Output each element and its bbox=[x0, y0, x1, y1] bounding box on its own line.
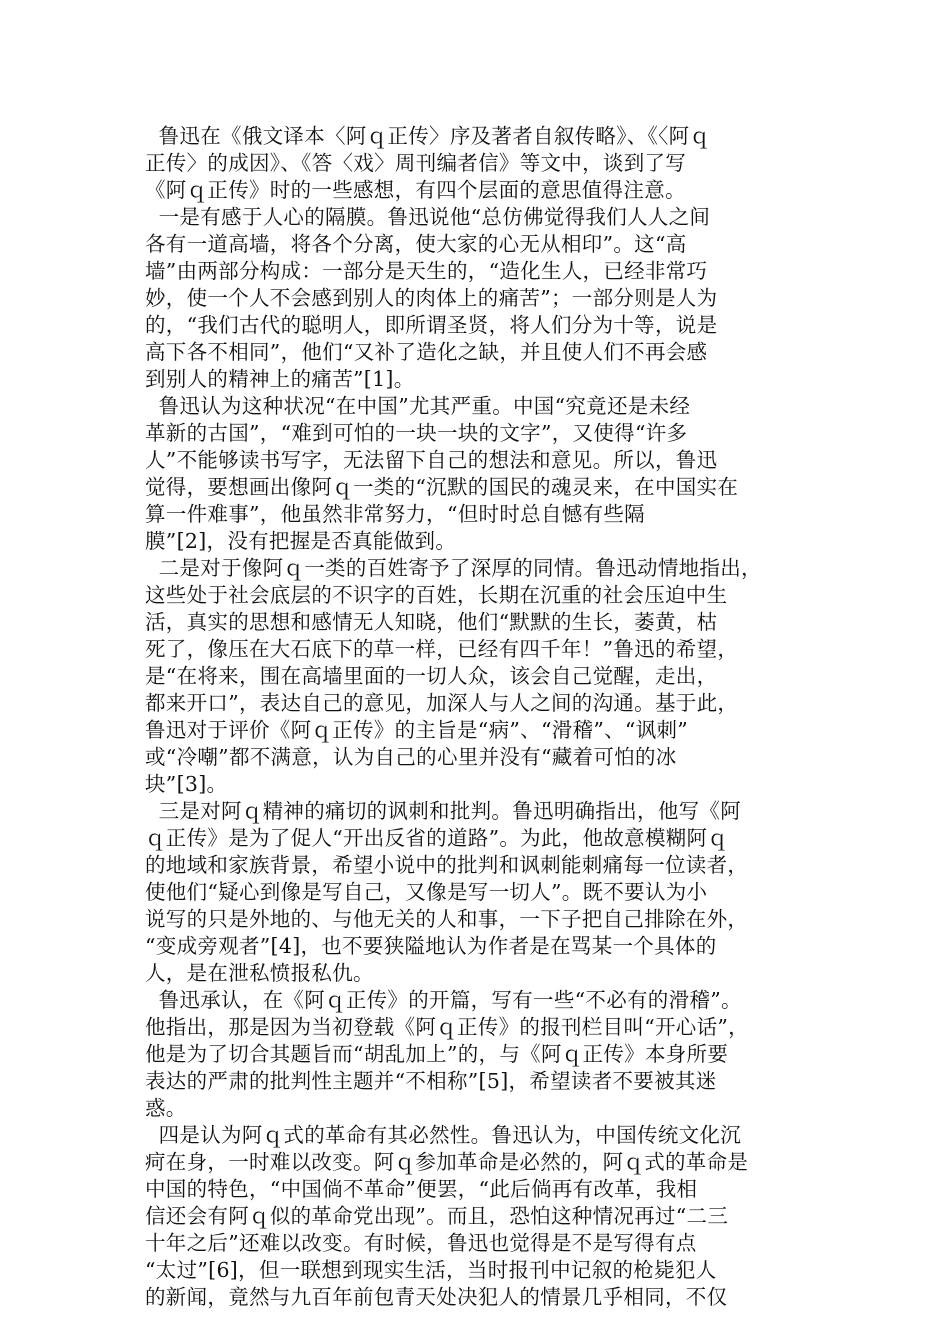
text-line: 一是有感于人心的隔膜。鲁迅说他“总仿佛觉得我们人人之间 bbox=[145, 205, 711, 229]
text-line: 鲁迅认为这种状况“在中国”尤其严重。中国“究竟还是未经 bbox=[145, 394, 691, 418]
text-line: 妙，使一个人不会感到别人的肉体上的痛苦”；一部分则是人为 bbox=[145, 286, 718, 310]
text-line: “变成旁观者”[4]，也不要狭隘地认为作者是在骂某一个具体的 bbox=[145, 934, 717, 958]
text-line: 的地域和家族背景，希望小说中的批判和讽刺能刺痛每一位读者， bbox=[145, 853, 749, 877]
text-line: 算一件难事”，他虽然非常努力，“但时时总自憾有些隔 bbox=[145, 502, 645, 526]
text-line: 人，是在泄私愤报私仇。 bbox=[145, 961, 374, 985]
text-line: 表达的严肃的批判性主题并“不相称”[5]，希望读者不要被其迷 bbox=[145, 1069, 717, 1093]
text-line: 三是对阿ｑ精神的痛切的讽刺和批判。鲁迅明确指出，他写《阿 bbox=[145, 799, 742, 823]
text-line: 块”[3]。 bbox=[145, 772, 228, 796]
text-line: 十年之后”还难以改变。有时候，鲁迅也觉得是不是写得有点 bbox=[145, 1231, 697, 1255]
text-line: “太过”[6]，但一联想到现实生活，当时报刊中记叙的枪毙犯人 bbox=[145, 1258, 717, 1282]
text-line: ｑ正传》是为了促人“开出反省的道路”。为此，他故意模糊阿ｑ bbox=[145, 826, 729, 850]
article-body bbox=[145, 123, 815, 1311]
text-line: 四是认为阿ｑ式的革命有其必然性。鲁迅认为，中国传统文化沉 bbox=[145, 1123, 742, 1147]
text-line: 到别人的精神上的痛苦”[1]。 bbox=[145, 367, 415, 391]
text-line: 觉得，要想画出像阿ｑ一类的“沉默的国民的魂灵来，在中国实在 bbox=[145, 475, 739, 499]
text-line: 二是对于像阿ｑ一类的百姓寄予了深厚的同情。鲁迅动情地指出， bbox=[145, 556, 762, 580]
text-line: 中国的特色，“中国倘不革命”便罢，“此后倘再有改革，我相 bbox=[145, 1177, 698, 1201]
text-line: 鲁迅承认，在《阿ｑ正传》的开篇，写有一些“不必有的滑稽”。 bbox=[145, 988, 742, 1012]
text-line: 人”不能够读书写字，无法留下自己的想法和意见。所以，鲁迅 bbox=[145, 448, 718, 472]
text-line: 疴在身，一时难以改变。阿ｑ参加革命是必然的，阿ｑ式的革命是 bbox=[145, 1150, 749, 1174]
text-line: 使他们“疑心到像是写自己，又像是写一切人”。既不要认为小 bbox=[145, 880, 708, 904]
text-line: 鲁迅在《俄文译本〈阿ｑ正传〉序及著者自叙传略》、《〈阿ｑ bbox=[145, 124, 711, 148]
text-line: 《阿ｑ正传》时的一些感想，有四个层面的意思值得注意。 bbox=[145, 178, 686, 202]
text-line: 他指出，那是因为当初登载《阿ｑ正传》的报刊栏目叫“开心话”， bbox=[145, 1015, 749, 1039]
text-line: 都来开口”，表达自己的意见，加深人与人之间的沟通。基于此， bbox=[145, 691, 739, 715]
text-line: 各有一道高墙，将各个分离，使大家的心无从相印”。这“高 bbox=[145, 232, 687, 256]
text-line: 这些处于社会底层的不识字的百姓，长期在沉重的社会压迫中生 bbox=[145, 583, 728, 607]
text-line: 他是为了切合其题旨而“胡乱加上”的，与《阿ｑ正传》本身所要 bbox=[145, 1042, 729, 1066]
text-line: 惑。 bbox=[145, 1096, 187, 1120]
text-line: 高下各不相同”，他们“又补了造化之缺，并且使人们不再会感 bbox=[145, 340, 708, 364]
text-line: 鲁迅对于评价《阿ｑ正传》的主旨是“病”、“滑稽”、“讽刺” bbox=[145, 718, 689, 742]
text-line: 墙”由两部分构成：一部分是天生的，“造化生人，已经非常巧 bbox=[145, 259, 708, 283]
text-line: 膜”[2]，没有把握是否真能做到。 bbox=[145, 529, 457, 553]
text-line: 正传〉的成因》、《答〈戏〉周刊编者信》等文中，谈到了写 bbox=[145, 151, 687, 175]
text-line: 或“冷嘲”都不满意，认为自己的心里并没有“藏着可怕的冰 bbox=[145, 745, 677, 769]
text-line: 死了，像压在大石底下的草一样，已经有四千年！”鲁迅的希望， bbox=[145, 637, 739, 661]
text-line: 是“在将来，围在高墙里面的一切人众，该会自己觉醒，走出， bbox=[145, 664, 718, 688]
text-line: 活，真实的思想和感情无人知晓，他们“默默的生长，萎黄，枯 bbox=[145, 610, 718, 634]
text-line: 说写的只是外地的、与他无关的人和事，一下子把自己排除在外， bbox=[145, 907, 749, 931]
text-line: 的新闻，竟然与九百年前包青天处决犯人的情景几乎相同，不仅 bbox=[145, 1285, 728, 1309]
text-line: 的，“我们古代的聪明人，即所谓圣贤，将人们分为十等，说是 bbox=[145, 313, 718, 337]
text-line: 信还会有阿ｑ似的革命党出现”。而且，恐怕这种情况再过“二三 bbox=[145, 1204, 729, 1228]
text-line: 革新的古国”，“难到可怕的一块一块的文字”，又使得“许多 bbox=[145, 421, 688, 445]
